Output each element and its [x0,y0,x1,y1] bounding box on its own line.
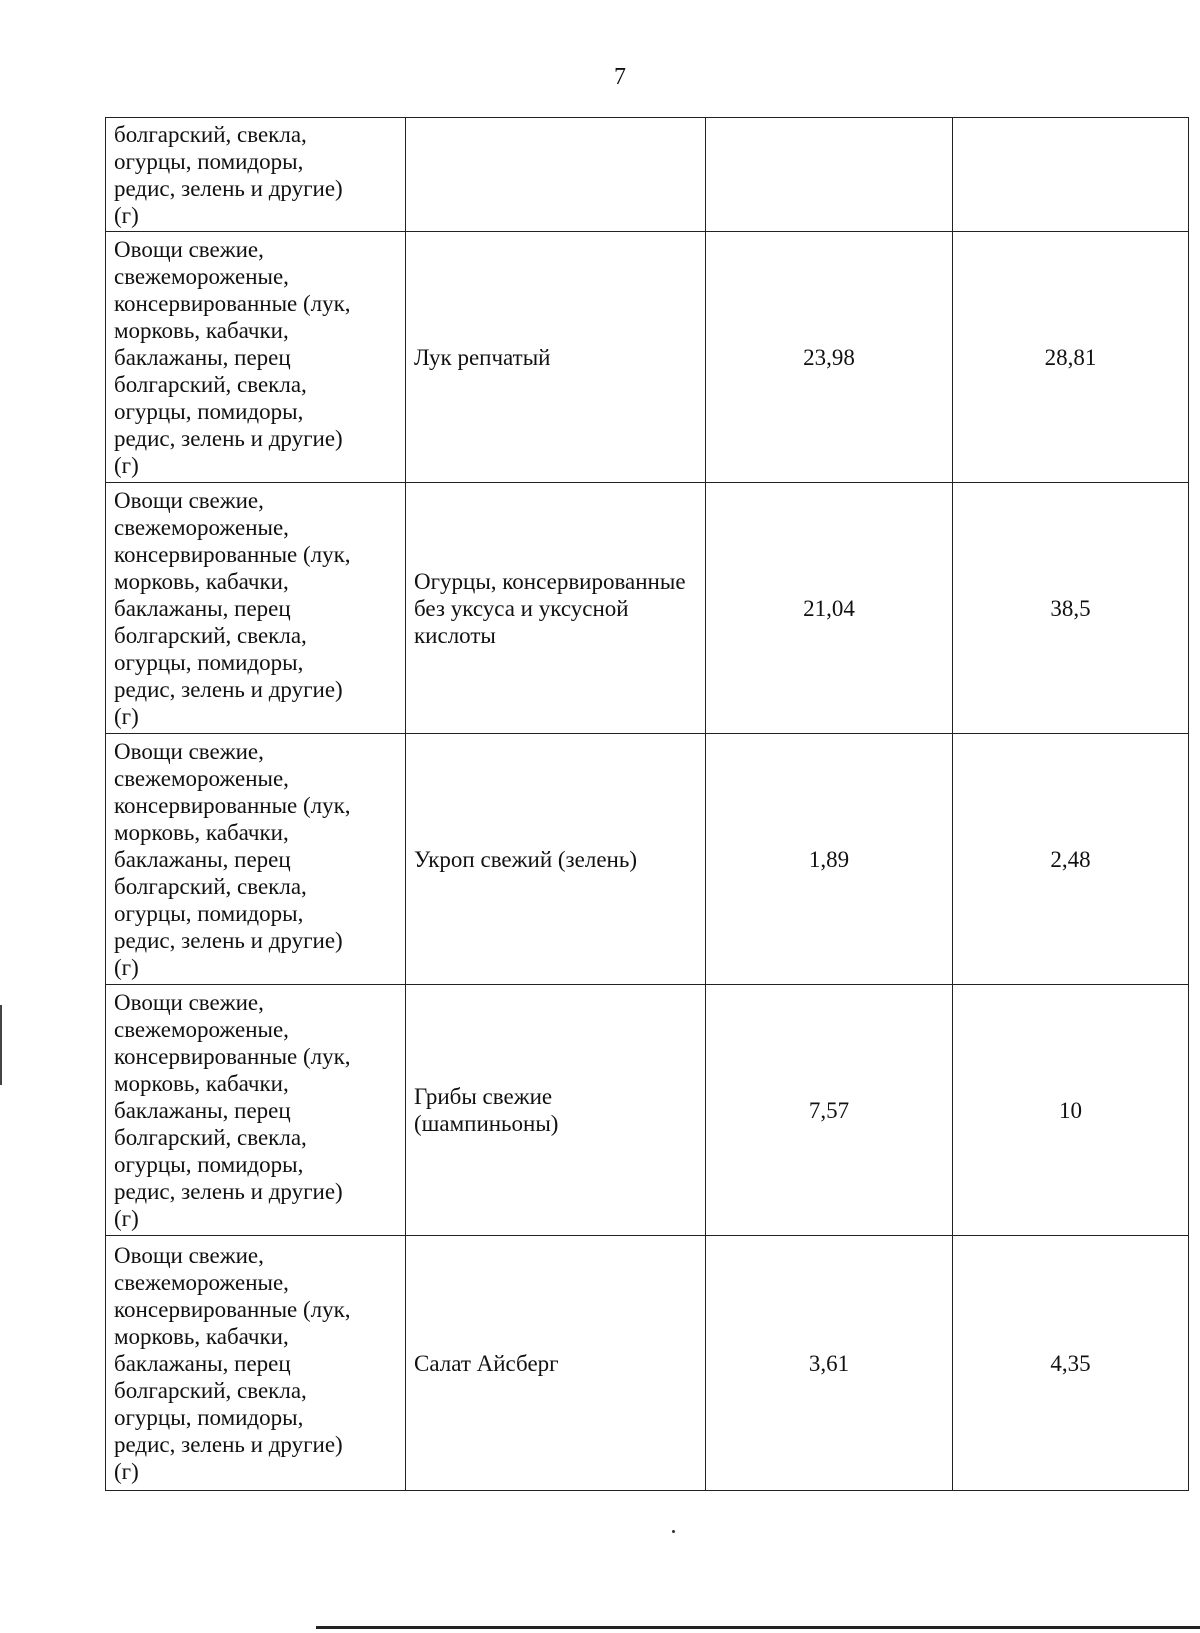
category-line: (г) [114,202,139,228]
scan-speck [672,1530,675,1533]
value2-cell: 28,81 [953,232,1189,483]
category-line: огурцы, помидоры, [114,1151,304,1177]
category-line: болгарский, свекла, [114,371,307,397]
table-row [106,483,1189,734]
category-line: (г) [114,1458,139,1484]
category-line: болгарский, свекла, [114,1377,307,1403]
value1-cell: 3,61 [706,1236,953,1491]
value2-cell [953,118,1189,232]
category-line: морковь, кабачки, [114,819,289,845]
food-norms-table [105,117,1189,1491]
category-line: Овощи свежие, [114,487,264,513]
category-line: баклажаны, перец [114,344,291,370]
table-row [106,734,1189,985]
category-line: свежемороженые, [114,514,289,540]
category-line: свежемороженые, [114,1016,289,1042]
value1-cell: 1,89 [706,734,953,985]
category-line: баклажаны, перец [114,1097,291,1123]
category-line: редис, зелень и другие) [114,927,343,953]
category-line: редис, зелень и другие) [114,676,343,702]
category-line: болгарский, свекла, [114,873,307,899]
category-line: огурцы, помидоры, [114,148,304,174]
category-line: консервированные (лук, [114,541,351,567]
table-row [106,118,1189,232]
value2-cell: 2,48 [953,734,1189,985]
category-line: Овощи свежие, [114,989,264,1015]
category-line: (г) [114,1205,139,1231]
category-cell [106,734,406,985]
category-line: болгарский, свекла, [114,1124,307,1150]
category-line: болгарский, свекла, [114,622,307,648]
category-line: консервированные (лук, [114,792,351,818]
category-line: огурцы, помидоры, [114,1404,304,1430]
category-line: баклажаны, перец [114,1350,291,1376]
product-cell: Огурцы, консервированные без уксуса и уксусной кислоты [406,483,706,734]
category-line: морковь, кабачки, [114,1070,289,1096]
value2-cell: 38,5 [953,483,1189,734]
table-row [106,1236,1189,1491]
value1-cell: 7,57 [706,985,953,1236]
product-cell: Укроп свежий (зелень) [406,734,706,985]
category-line: консервированные (лук, [114,1043,351,1069]
category-cell [106,985,406,1236]
category-line: Овощи свежие, [114,236,264,262]
category-line: консервированные (лук, [114,290,351,316]
category-line: Овощи свежие, [114,1242,264,1268]
value2-cell: 4,35 [953,1236,1189,1491]
category-line: (г) [114,452,139,478]
category-line: Овощи свежие, [114,738,264,764]
bottom-scan-line [316,1626,1200,1629]
value2-cell: 10 [953,985,1189,1236]
table-row [106,985,1189,1236]
category-line: болгарский, свекла, [114,121,307,147]
category-line: консервированные (лук, [114,1296,351,1322]
category-cell [106,232,406,483]
category-line: редис, зелень и другие) [114,425,343,451]
category-line: огурцы, помидоры, [114,398,304,424]
product-cell: Салат Айсберг [406,1236,706,1491]
left-edge-mark [0,1005,2,1085]
product-cell [406,118,706,232]
category-line: редис, зелень и другие) [114,175,343,201]
category-line: огурцы, помидоры, [114,900,304,926]
category-line: огурцы, помидоры, [114,649,304,675]
product-cell: Грибы свежие (шампиньоны) [406,985,706,1236]
category-line: редис, зелень и другие) [114,1178,343,1204]
category-line: (г) [114,703,139,729]
table-row [106,232,1189,483]
category-cell [106,483,406,734]
category-line: морковь, кабачки, [114,317,289,343]
category-line: свежемороженые, [114,1269,289,1295]
category-line: свежемороженые, [114,765,289,791]
category-cell [106,1236,406,1491]
value1-cell: 21,04 [706,483,953,734]
page-number: 7 [614,64,626,90]
value1-cell [706,118,953,232]
category-line: редис, зелень и другие) [114,1431,343,1457]
category-line: морковь, кабачки, [114,1323,289,1349]
category-cell [106,118,406,232]
category-line: морковь, кабачки, [114,568,289,594]
category-line: баклажаны, перец [114,846,291,872]
product-cell: Лук репчатый [406,232,706,483]
value1-cell: 23,98 [706,232,953,483]
category-line: баклажаны, перец [114,595,291,621]
category-line: (г) [114,954,139,980]
category-line: свежемороженые, [114,263,289,289]
